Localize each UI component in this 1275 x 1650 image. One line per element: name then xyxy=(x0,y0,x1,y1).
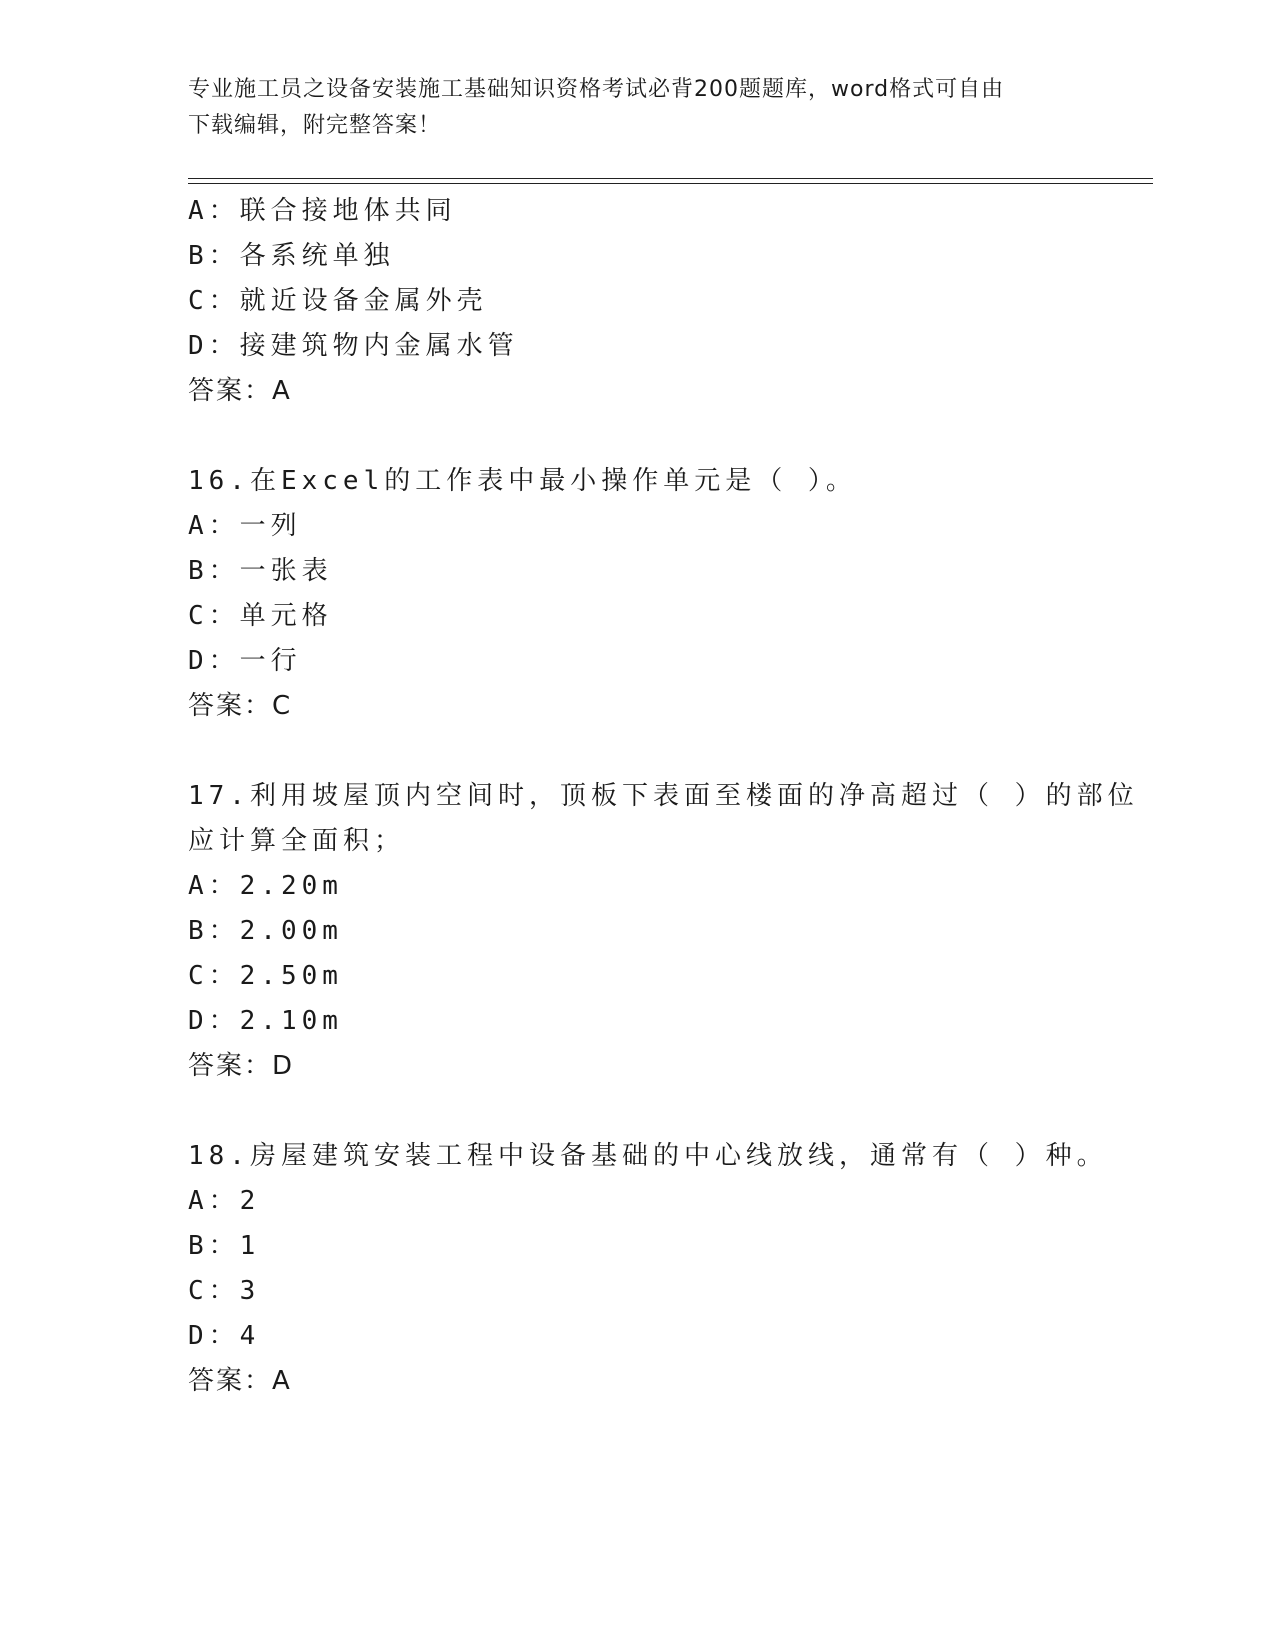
q17-answer: 答案：D xyxy=(188,1051,295,1081)
header-line-1: 专业施工员之设备安装施工基础知识资格考试必背200题题库，word格式可自由 xyxy=(188,77,1005,102)
q17-stem-line-1: 17.利用坡屋顶内空间时，顶板下表面至楼面的净高超过（ ）的部位 xyxy=(188,781,1139,811)
header-divider-top xyxy=(188,178,1153,179)
q15-option-a: A：联合接地体共同 xyxy=(188,196,457,226)
q16-option-d: D：一行 xyxy=(188,646,302,676)
q16-stem: 16.在Excel的工作表中最小操作单元是（ ）。 xyxy=(188,466,857,496)
q18-option-a: A：2 xyxy=(188,1186,261,1216)
q18-option-d: D：4 xyxy=(188,1321,261,1351)
q17-option-b: B：2.00m xyxy=(188,916,343,946)
q17-option-a: A：2.20m xyxy=(188,871,343,901)
q16-option-c: C：单元格 xyxy=(188,601,333,631)
q16-option-b: B：一张表 xyxy=(188,556,333,586)
q18-answer: 答案：A xyxy=(188,1366,292,1396)
q18-stem: 18.房屋建筑安装工程中设备基础的中心线放线，通常有（ ）种。 xyxy=(188,1141,1108,1171)
q17-option-d: D：2.10m xyxy=(188,1006,343,1036)
q16-option-a: A：一列 xyxy=(188,511,302,541)
q15-option-d: D：接建筑物内金属水管 xyxy=(188,331,519,361)
header-line-2: 下载编辑，附完整答案！ xyxy=(188,113,442,138)
header-divider-bottom xyxy=(188,183,1153,184)
q15-option-b: B：各系统单独 xyxy=(188,241,395,271)
q16-answer: 答案：C xyxy=(188,691,293,721)
q18-option-c: C：3 xyxy=(188,1276,261,1306)
q17-stem-line-2: 应计算全面积； xyxy=(188,826,406,856)
q15-option-c: C：就近设备金属外壳 xyxy=(188,286,488,316)
q15-answer: 答案：A xyxy=(188,376,292,406)
document-header xyxy=(188,72,1088,144)
q18-option-b: B：1 xyxy=(188,1231,261,1261)
q17-option-c: C：2.50m xyxy=(188,961,343,991)
